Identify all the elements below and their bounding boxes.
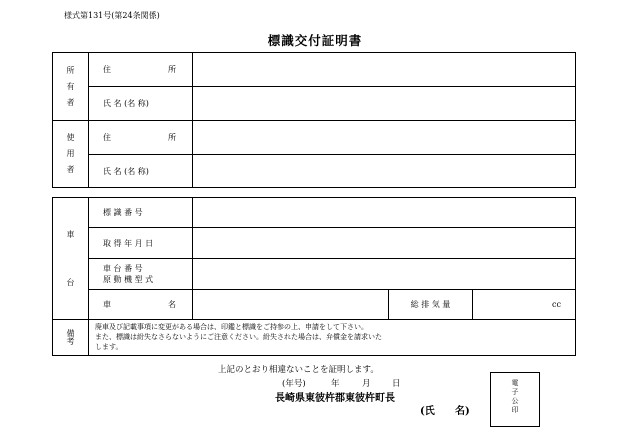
seal-char: 印 xyxy=(511,406,519,414)
user-address-label: 住 所 xyxy=(89,121,193,155)
vehicle-table xyxy=(52,197,576,356)
plate-number-field[interactable] xyxy=(193,198,576,228)
displacement-label: 総 排 気 量 xyxy=(389,290,473,320)
owner-name-label: 氏 名 (名 称) xyxy=(89,87,193,121)
remarks-label: 備 考 xyxy=(53,320,89,356)
electronic-seal-box xyxy=(490,372,540,427)
user-name-field[interactable] xyxy=(193,155,576,188)
date-day: 日 xyxy=(392,379,401,389)
owner-user-table xyxy=(52,52,576,188)
owner-name-field[interactable] xyxy=(193,87,576,121)
remarks-text: 廃車及び記載事項に変更がある場合は、印鑑と標識をご持参の上、申請をして下さい。 また、標識は紛失なさらないようにご注意ください。紛失された場合は、弁償金を請求いた します。 xyxy=(89,320,576,356)
engine-model-label: 原 動 機 型 式 xyxy=(103,275,154,284)
displacement-field[interactable] xyxy=(473,290,576,320)
seal-char: 電 xyxy=(511,379,519,387)
chassis-engine-label xyxy=(89,259,193,290)
acquisition-date-field[interactable] xyxy=(193,228,576,259)
owner-address-field[interactable] xyxy=(193,53,576,87)
issuer-title: 長崎県東彼杵郡東彼杵町長 xyxy=(275,393,395,404)
displacement-unit: cc xyxy=(552,300,561,309)
seal-char: 子 xyxy=(511,388,519,396)
name-close: 名) xyxy=(455,406,470,417)
vehicle-section-label: 車 台 xyxy=(53,198,89,320)
form-number: 様式第131号(第24条関係) xyxy=(64,11,160,20)
name-open: (氏 xyxy=(420,406,435,417)
date-era: (年号) xyxy=(282,379,306,389)
chassis-number-label: 車 台 番 号 xyxy=(103,264,143,273)
document-title: 標識交付証明書 xyxy=(267,33,363,48)
user-section-label: 使 用 者 xyxy=(53,121,89,188)
plate-number-label: 標 識 番 号 xyxy=(89,198,193,228)
user-address-field[interactable] xyxy=(193,121,576,155)
certification-statement: 上記のとおり相違ないことを証明します。 xyxy=(218,365,379,375)
date-month: 月 xyxy=(362,379,371,389)
owner-section-label: 所 有 者 xyxy=(53,53,89,121)
acquisition-date-label: 取 得 年 月 日 xyxy=(89,228,193,259)
date-year: 年 xyxy=(331,379,340,389)
vehicle-name-field[interactable] xyxy=(193,290,389,320)
seal-char: 公 xyxy=(511,397,519,405)
vehicle-name-label: 車 名 xyxy=(89,290,193,320)
user-name-label: 氏 名 (名 称) xyxy=(89,155,193,188)
owner-address-label: 住 所 xyxy=(89,53,193,87)
chassis-engine-field[interactable] xyxy=(193,259,576,290)
